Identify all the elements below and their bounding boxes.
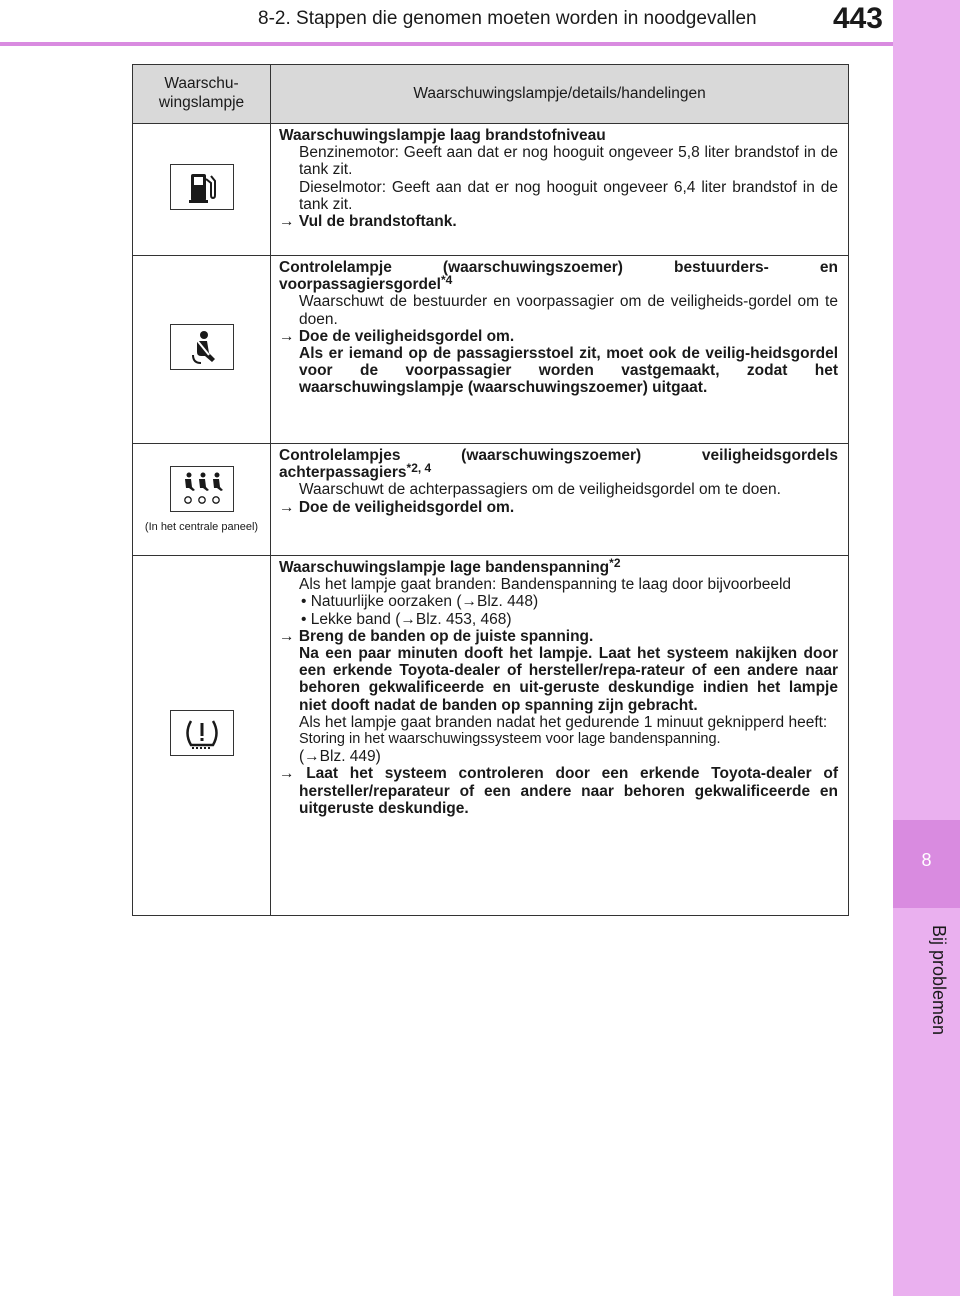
row-action: → Laat het systeem controleren door een erkende Toyota-dealer of hersteller/reparateur of een andere naar behoren gekwalificeerde en uitgeruste deskundige.	[279, 765, 839, 817]
column-header-lamp: Waarschu- wingslampje	[133, 65, 271, 124]
row-action: → Doe de veiligheidsgordel om.	[279, 327, 515, 345]
row-action: → Vul de brandstoftank.	[279, 213, 457, 231]
chapter-number: 8	[921, 850, 932, 870]
seatbelt-icon	[170, 324, 234, 370]
rear-seatbelts-icon	[170, 466, 234, 512]
table-row	[133, 124, 849, 256]
details-cell	[271, 444, 849, 556]
row-line: Storing in het waarschuwingssysteem voor lage bandenspanning.	[299, 731, 721, 748]
chapter-side-tab	[893, 0, 960, 1296]
section-title: 8-2. Stappen die genomen moeten worden in noodgevallen	[258, 8, 757, 29]
row-line: Benzinemotor: Geeft aan dat er nog hooguit ongeveer 5,8 liter brandstof in de tank zit.	[299, 144, 838, 179]
row-line: Als het lampje gaat branden: Bandenspanning te laag door bijvoorbeeld	[299, 576, 792, 594]
row-action: → Doe de veiligheidsgordel om.	[279, 498, 515, 516]
row-line: Waarschuwt de bestuurder en voorpassagier om de veiligheids-gordel om te doen.	[299, 293, 838, 328]
lamp-caption: (In het centrale paneel)	[144, 520, 259, 533]
table-header-row	[133, 65, 849, 124]
row-title: Waarschuwingslampje laag brandstofniveau	[279, 127, 606, 144]
table-row	[133, 444, 849, 556]
page-number: 443	[832, 2, 883, 35]
tire-pressure-icon	[170, 710, 234, 756]
lamp-cell	[133, 124, 271, 256]
page-header	[0, 0, 893, 48]
details-cell	[271, 556, 849, 916]
list-item: • Natuurlijke oorzaken (→Blz. 448)	[301, 593, 539, 611]
table-row	[133, 256, 849, 444]
details-cell	[271, 124, 849, 256]
row-line: Als het lampje gaat branden nadat het gedurende 1 minuut geknipperd heeft:	[299, 713, 828, 731]
lamp-cell	[133, 444, 271, 556]
table-row	[133, 556, 849, 916]
header-divider	[0, 42, 893, 46]
lamp-cell	[133, 256, 271, 444]
row-line: Waarschuwt de achterpassagiers om de veiligheidsgordel om te doen.	[299, 481, 781, 499]
column-header-details: Waarschuwingslampje/details/handelingen	[271, 65, 849, 124]
row-action-extra: Na een paar minuten dooft het lampje. Laat het systeem nakijken door een erkende Toyota-dealer of hersteller/repa-rateur of een andere naar behoren gekwalificeerde en uit-geruste deskundige indien het lampje niet dooft nadat de banden op spanning zijn gebracht.	[299, 645, 838, 714]
list-item: • Lekke band (→Blz. 453, 468)	[301, 610, 512, 628]
row-action: → Breng de banden op de juiste spanning.	[279, 627, 594, 645]
row-title: Waarschuwingslampje lage bandenspanning$^{*2}$	[279, 556, 621, 576]
chapter-label: Bij problemen	[929, 925, 949, 1036]
lamp-cell	[133, 556, 271, 916]
details-cell	[271, 256, 849, 444]
row-action-extra: Als er iemand op de passagiersstoel zit, moet ook de veilig-heidsgordel voor de voorpassagier worden vastgemaakt, zodat het waarschuwingslampje (waarschuwingszoemer) uitgaat.	[299, 345, 838, 397]
row-title: Controlelampjes (waarschuwingszoemer) veiligheidsgordels achterpassagiers$^{*2, 4}$	[279, 447, 838, 482]
warning-lights-table	[132, 64, 849, 916]
fuel-pump-icon	[170, 164, 234, 210]
row-line: (→Blz. 449)	[299, 748, 381, 766]
row-line: Dieselmotor: Geeft aan dat er nog hooguit ongeveer 6,4 liter brandstof in de tank zit.	[299, 178, 838, 213]
row-title: Controlelampje (waarschuwingszoemer) bestuurders- en voorpassagiersgordel$^{*4}$	[279, 259, 838, 294]
